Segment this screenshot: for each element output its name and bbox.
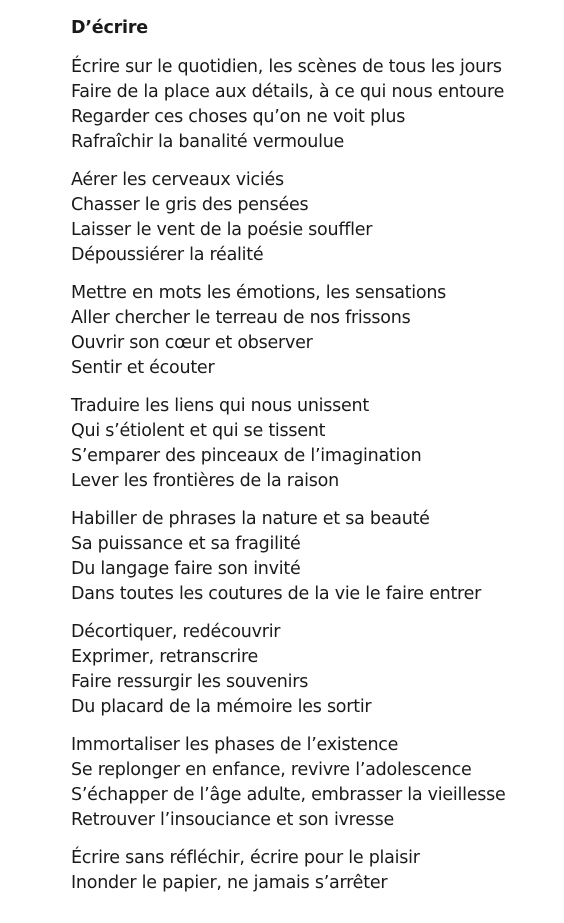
poem-line: Habiller de phrases la nature et sa beauté — [71, 509, 430, 529]
poem-line: Retrouver l’insouciance et son ivresse — [71, 810, 394, 830]
stanza — [71, 733, 551, 833]
poem-line: Sentir et écouter — [71, 358, 215, 378]
stanza — [71, 620, 551, 720]
stanza — [71, 394, 551, 494]
poem-line: Aérer les cerveaux viciés — [71, 170, 284, 190]
poem-line: Aller chercher le terreau de nos frissons — [71, 308, 411, 328]
stanza — [71, 507, 551, 607]
poem-line: Faire ressurgir les souvenirs — [71, 672, 309, 692]
poem-body — [71, 55, 551, 896]
poem-line: Ouvrir son cœur et observer — [71, 333, 313, 353]
poem-line: Faire de la place aux détails, à ce qui nous entoure — [71, 82, 505, 102]
poem-line: S’échapper de l’âge adulte, embrasser la vieillesse — [71, 785, 506, 805]
poem-line: Écrire sans réfléchir, écrire pour le plaisir — [71, 848, 420, 868]
poem-line: Exprimer, retranscrire — [71, 647, 259, 667]
poem-line: Dépoussiérer la réalité — [71, 245, 264, 265]
poem-line: Traduire les liens qui nous unissent — [71, 396, 370, 416]
stanza — [71, 55, 551, 155]
poem-line: S’emparer des pinceaux de l’imagination — [71, 446, 422, 466]
stanza — [71, 168, 551, 268]
poem-line: Lever les frontières de la raison — [71, 471, 339, 491]
poem-line: Immortaliser les phases de l’existence — [71, 735, 399, 755]
poem-line: Qui s’étiolent et qui se tissent — [71, 421, 326, 441]
poem-line: Sa puissance et sa fragilité — [71, 534, 301, 554]
stanza — [71, 281, 551, 381]
poem-line: Mettre en mots les émotions, les sensations — [71, 283, 447, 303]
poem-line: Se replonger en enfance, revivre l’adolescence — [71, 760, 472, 780]
poem-line: Chasser le gris des pensées — [71, 195, 309, 215]
poem-line: Du langage faire son invité — [71, 559, 301, 579]
poem-line: Décortiquer, redécouvrir — [71, 622, 281, 642]
poem-line: Du placard de la mémoire les sortir — [71, 697, 372, 717]
poem — [71, 16, 551, 909]
poem-line: Regarder ces choses qu’on ne voit plus — [71, 107, 406, 127]
poem-line: Inonder le papier, ne jamais s’arrêter — [71, 873, 388, 893]
poem-line: Écrire sur le quotidien, les scènes de tous les jours — [71, 57, 502, 77]
poem-line: Dans toutes les coutures de la vie le faire entrer — [71, 584, 482, 604]
poem-title: D’écrire — [71, 18, 148, 38]
stanza — [71, 846, 551, 896]
poem-line: Laisser le vent de la poésie souffler — [71, 220, 373, 240]
poem-line: Rafraîchir la banalité vermoulue — [71, 132, 345, 152]
